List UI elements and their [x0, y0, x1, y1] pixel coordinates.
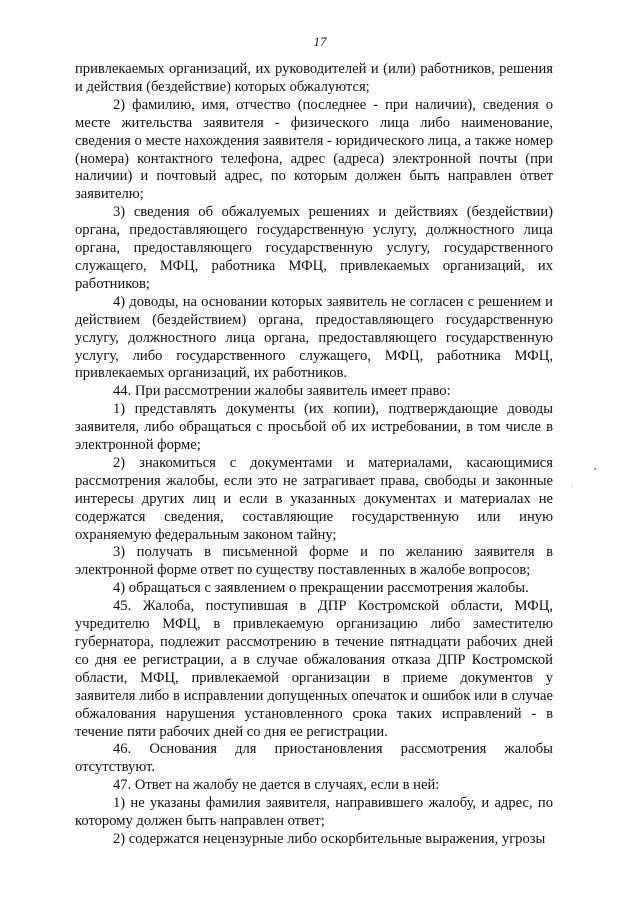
scan-speck: [572, 486, 573, 487]
scan-speck: [594, 468, 596, 470]
paragraph-44-item-1: 1) представлять документы (их копии), подтверждающие доводы заявителя, либо обращаться с просьбой об их истребовании, в том числе в электронной форме;: [75, 401, 553, 454]
paragraph-44: 44. При рассмотрении жалобы заявитель имеет право:: [113, 383, 451, 400]
paragraph-45: 45. Жалоба, поступившая в ДПР Костромской области, МФЦ, учредителю МФЦ, в привлекаемую организацию либо заместителю губернатора, подлежит рассмотрению в течение пятнадцати рабочих дней со дня ее регистрации, а в случае обжалования отказа ДПР Костромской области, МФЦ, привлекаемой организации в приеме документов у заявителя либо в исправлении допущенных опечаток и ошибок или в случае обжалования нарушения установленного срока таких исправлений - в течение пяти рабочих дней со дня ее регистрации.: [75, 598, 553, 740]
paragraph-item-4: 4) доводы, на основании которых заявитель не согласен с решением и действием (бездействием) органа, предоставляющего государственную услугу, должностного лица органа, предоставляющего государственную услугу, либо государственного служащего, МФЦ, работника МФЦ, привлекаемых организаций, их работников.: [75, 293, 553, 382]
paragraph-46: 46. Основания для приостановления рассмотрения жалобы отсутствуют.: [75, 741, 553, 776]
document-body: [75, 61, 553, 849]
paragraph-44-item-4: 4) обращаться с заявлением о прекращении рассмотрения жалобы.: [113, 580, 529, 597]
paragraph-44-item-2: 2) знакомиться с документами и материалами, касающимися рассмотрения жалобы, если это не затрагивает права, свободы и законные интересы других лиц и если в указанных документах и материалах не содержатся сведения, составляющие государственную или иную охраняемую федеральным законом тайну;: [75, 454, 553, 543]
paragraph-47-item-2: 2) содержатся нецензурные либо оскорбительные выражения, угрозы: [113, 830, 546, 847]
page-number: 17: [313, 34, 327, 49]
paragraph-44-item-3: 3) получать в письменной форме и по желанию заявителя в электронной форме ответ по существу поставленных в жалобе вопросов;: [75, 544, 553, 579]
paragraph-47: 47. Ответ на жалобу не дается в случаях, если в ней:: [113, 777, 440, 794]
paragraph-item-2: 2) фамилию, имя, отчество (последнее - при наличии), сведения о месте жительства заявителя - физического лица либо наименование, сведения о месте нахождения заявителя - юридического лица, а также номер (номера) контактного телефона, адрес (адреса) электронной почты (при наличии) и почтовый адрес, по которым должен быть направлен ответ заявителю;: [75, 96, 553, 203]
paragraph-continuation: привлекаемых организаций, их руководителей и (или) работников, решения и действия (бездействие) которых обжалуются;: [75, 61, 553, 95]
paragraph-47-item-1: 1) не указаны фамилия заявителя, направившего жалобу, и адрес, по которому должен быть направлен ответ;: [75, 795, 553, 830]
paragraph-item-3: 3) сведения об обжалуемых решениях и действиях (бездействии) органа, предоставляющего государственную услугу, должностного лица органа, предоставляющего государственную услугу, государственного служащего, МФЦ, работника МФЦ, привлекаемых организаций, их работников;: [75, 204, 553, 292]
